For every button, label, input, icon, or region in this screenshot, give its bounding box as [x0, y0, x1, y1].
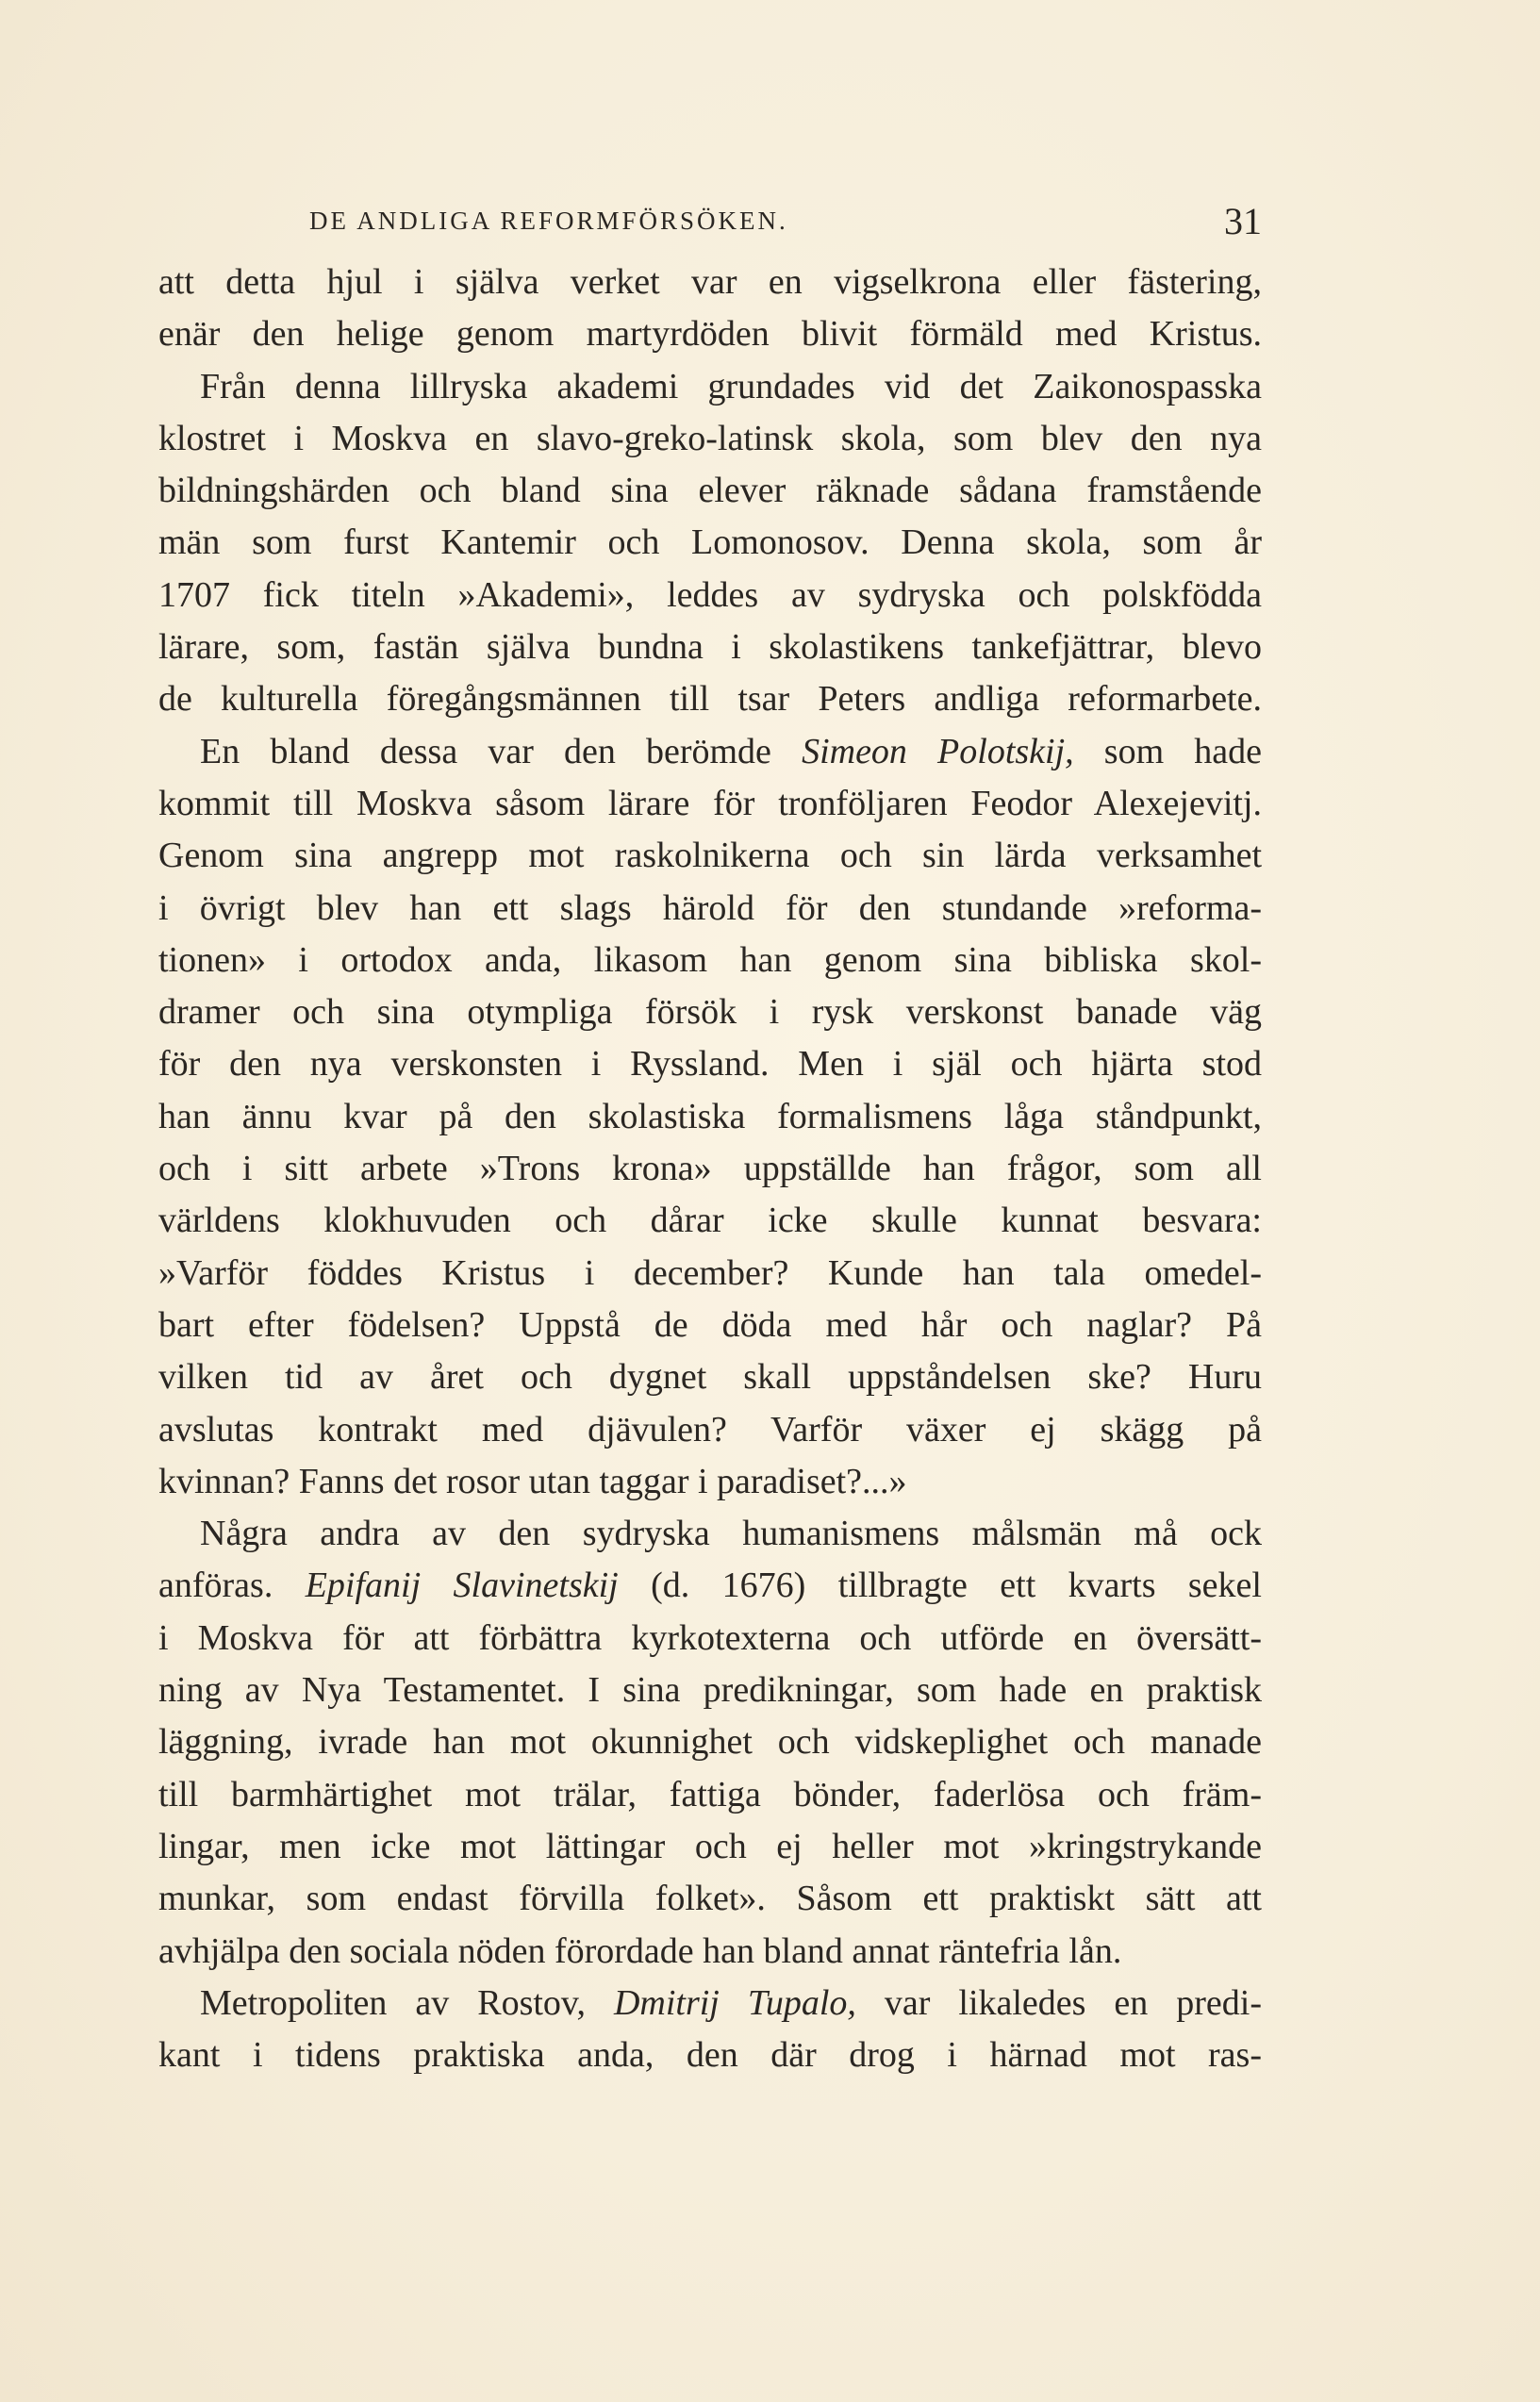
text-segment: En bland dessa var den berömde [200, 731, 803, 771]
text-line: vilken tid av året och dygnet skall uppståndelsen ske? Huru [158, 1357, 1262, 1398]
text-segment: (d. 1676) tillbragte ett kvarts sekel [618, 1565, 1262, 1606]
text-line [158, 726, 1262, 778]
text-line: tionen» i ortodox anda, likasom han genom sina bibliska skol- [158, 939, 1262, 980]
page-header [158, 193, 1262, 250]
text-line: för den nya verskonsten i Ryssland. Men i själ och hjärta stod [158, 1044, 1262, 1085]
text-segment: som hade [1073, 731, 1262, 771]
text-line: män som furst Kantemir och Lomonosov. Denna skola, som år [158, 522, 1262, 563]
text-line: ning av Nya Testamentet. I sina predikningar, som hade en praktisk [158, 1670, 1262, 1711]
text-line: »Varför föddes Kristus i december? Kunde han tala omedel- [158, 1252, 1262, 1293]
italic-name: Epifanij Slavinetskij [305, 1565, 619, 1606]
text-segment: Metropoliten av Rostov, [200, 1982, 614, 2023]
text-line: kvinnan? Fanns det rosor utan taggar i paradiset?...» [158, 1461, 907, 1501]
text-line: kant i tidens praktiska anda, den där drog i härnad mot ras- [158, 2035, 1262, 2076]
text-segment: anföras. [158, 1565, 306, 1606]
text-line [158, 1978, 1262, 2029]
text-line: lärare, som, fastän själva bundna i skolastikens tankefjättrar, blevo [158, 627, 1262, 668]
page-number: 31 [1224, 200, 1262, 242]
text-line: klostret i Moskva en slavo-greko-latinsk skola, som blev den nya [158, 418, 1262, 458]
text-line: lingar, men icke mot lättingar och ej heller mot »kringstrykande [158, 1826, 1262, 1866]
text-line: i övrigt blev han ett slags härold för den stundande »reforma- [158, 887, 1262, 928]
text-line: att detta hjul i själva verket var en vigselkrona eller fästering, [158, 262, 1262, 302]
text-segment: var likaledes en predi- [855, 1982, 1262, 2023]
text-line: kommit till Moskva såsom lärare för tronföljaren Feodor Alexejevitj. [158, 783, 1262, 823]
text-line: till barmhärtighet mot trälar, fattiga bönder, faderlösa och främ- [158, 1774, 1262, 1814]
text-line: i Moskva för att förbättra kyrkotexterna och utförde en översätt- [158, 1617, 1262, 1658]
running-head: DE ANDLIGA REFORMFÖRSÖKEN. [309, 207, 788, 235]
text-line: dramer och sina otympliga försök i rysk verskonst banade väg [158, 992, 1262, 1033]
text-line: 1707 fick titeln »Akademi», leddes av sydryska och polskfödda [158, 574, 1262, 615]
text-line: bart efter födelsen? Uppstå de döda med hår och naglar? På [158, 1304, 1262, 1345]
text-line: Några andra av den sydryska humanismens målsmän må ock [200, 1514, 1262, 1554]
italic-name: Dmitrij Tupalo, [613, 1982, 856, 2023]
text-line: världens klokhuvuden och dårar icke skulle kunnat besvara: [158, 1201, 1262, 1241]
text-line: läggning, ivrade han mot okunnighet och vidskeplighet och manade [158, 1722, 1262, 1763]
text-line: bildningshärden och bland sina elever räknade sådana framstående [158, 471, 1262, 511]
text-line: och i sitt arbete »Trons krona» uppställde han frågor, som all [158, 1149, 1262, 1189]
text-line: Från denna lillryska akademi grundades vid det Zaikonospasska [200, 366, 1262, 406]
italic-name: Simeon Polotskij, [802, 731, 1074, 771]
text-line: avslutas kontrakt med djävulen? Varför växer ej skägg på [158, 1409, 1262, 1449]
text-line: Genom sina angrepp mot raskolnikerna och sin lärda verksamhet [158, 836, 1262, 876]
text-line: avhjälpa den sociala nöden förordade han bland annat räntefria lån. [158, 1930, 1122, 1971]
text-line: enär den helige genom martyrdöden blivit förmäld med Kristus. [158, 314, 1262, 355]
text-line: han ännu kvar på den skolastiska formalismens låga ståndpunkt, [158, 1096, 1262, 1136]
text-line: de kulturella föregångsmännen till tsar Peters andliga reformarbete. [158, 679, 1262, 720]
text-line: munkar, som endast förvilla folket». Såsom ett praktiskt sätt att [158, 1879, 1262, 1919]
text-line [158, 1560, 1262, 1612]
body-text [158, 257, 1262, 2081]
